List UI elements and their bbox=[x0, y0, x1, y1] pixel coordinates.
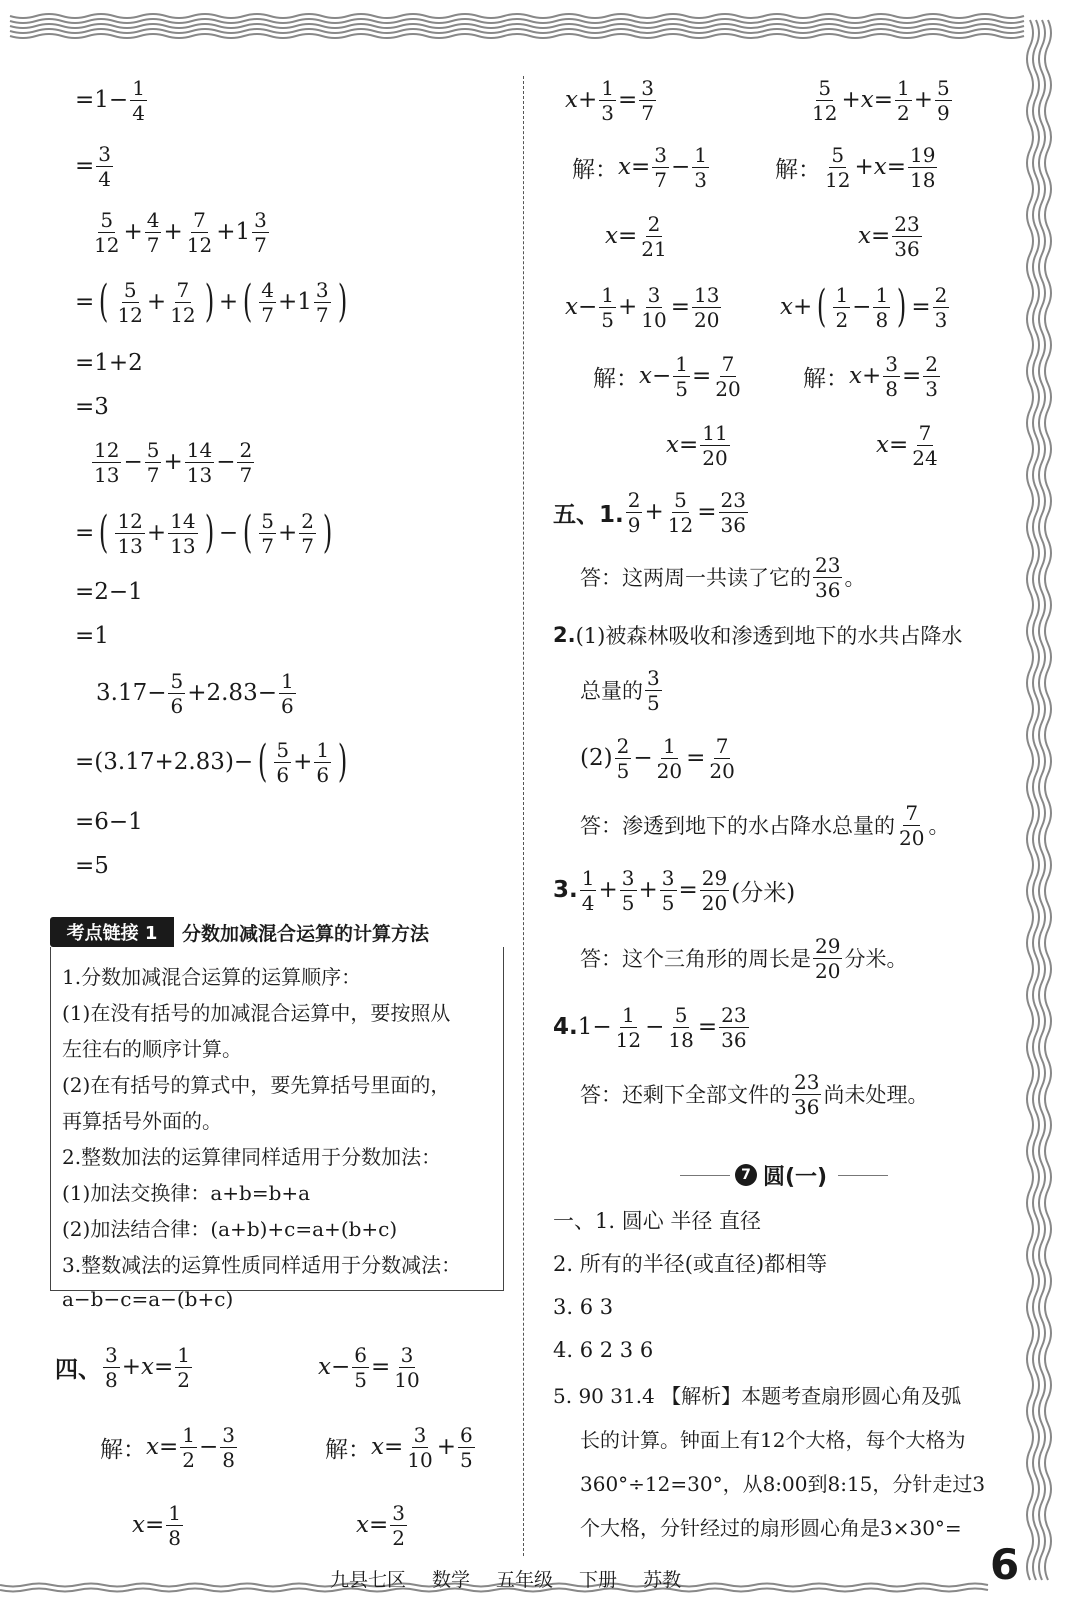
rt-eq1: x + 1 3 = 3 7 bbox=[565, 75, 655, 125]
kaodian-line: 再算括号外面的。 bbox=[62, 1108, 222, 1133]
rt-eq2-res: x = 23 36 bbox=[858, 211, 920, 261]
si-eq2-res: x = 3 2 bbox=[356, 1500, 405, 1550]
page-number: 6 bbox=[990, 1540, 1020, 1589]
wu-q1: 五、1. 2 9 + 5 12 = 23 36 bbox=[553, 487, 746, 537]
wu-q2-1b: 总量的 3 5 bbox=[580, 665, 660, 715]
footer-item: 五年级 bbox=[496, 1569, 554, 1591]
kaodian-line: (1)在没有括号的加减混合运算中，要按照从 bbox=[62, 1000, 451, 1025]
yuan-line: 长的计算。钟面上有12个大格，每个大格为 bbox=[580, 1427, 966, 1452]
left-line-7: 12 13 − 5 7 + 14 13 − 2 7 bbox=[94, 437, 253, 487]
footer-item: 下册 bbox=[579, 1569, 618, 1591]
footer-item: 数学 bbox=[432, 1569, 471, 1591]
left-line-6: =3 bbox=[75, 394, 109, 420]
left-line-14: =5 bbox=[75, 853, 109, 879]
wu-q2-1a: 2. (1)被森林吸收和渗透到地下的水共占降水 bbox=[553, 623, 963, 648]
kaodian-line: (2)加法结合律：(a+b)+c=a+(b+c) bbox=[62, 1216, 398, 1241]
section-dash-left bbox=[680, 1175, 730, 1176]
section-number-badge: 7 bbox=[735, 1164, 757, 1186]
kaodian-line: 3.整数减法的运算性质同样适用于分数减法： bbox=[62, 1252, 462, 1277]
si-eq1-jie: 解： x = 1 2 − 3 8 bbox=[100, 1422, 236, 1472]
wu-q2-2: (2) 2 5 − 1 20 = 7 20 bbox=[580, 733, 735, 783]
yuan-line: 3. 6 3 bbox=[553, 1295, 614, 1319]
left-line-3: 5 12 + 4 7 + 7 12 + 1 3 7 bbox=[94, 207, 267, 257]
wu-q4-ans: 答：还剩下全部文件的 23 36 尚未处理。 bbox=[580, 1069, 929, 1119]
footer-item: 苏教 bbox=[643, 1569, 682, 1591]
left-line-8: = ( 12 13 + 14 13 ) − ( 5 7 + 2 7 ) bbox=[75, 507, 333, 558]
si-eq1-res: x = 1 8 bbox=[132, 1500, 181, 1550]
footer bbox=[330, 1565, 681, 1592]
si-eq2: x − 6 5 = 3 10 bbox=[318, 1342, 420, 1392]
footer-item: 九县七区 bbox=[330, 1569, 407, 1591]
yuan-line: 一、1. 圆心 半径 直径 bbox=[553, 1209, 762, 1233]
si-eq1: 四、 3 8 + x = 1 2 bbox=[55, 1342, 191, 1392]
kaodian-line: (1)加法交换律：a+b=b+a bbox=[62, 1180, 311, 1205]
yuan-line: 4. 6 2 3 6 bbox=[553, 1338, 654, 1362]
left-line-2: = $\frac{3}{4}$ bbox=[75, 141, 112, 191]
column-divider bbox=[523, 76, 524, 1556]
fraction: $\frac{1}{4}$ bbox=[132, 75, 145, 125]
left-line-10: =1 bbox=[75, 623, 109, 649]
rt-eq1-res: x = 2 21 bbox=[605, 211, 667, 261]
left-line-13: =6−1 bbox=[75, 809, 143, 835]
left-line-12: =(3.17+2.83)− ( 5 6 + 1 6 ) bbox=[75, 736, 348, 787]
wu-q3: 3. 1 4 + 3 5 + 3 5 = 29 20 (分米) bbox=[553, 865, 796, 915]
rt-eq1-jie: 解： x = 3 7 − 1 3 bbox=[572, 142, 708, 192]
section-title-yuan: 7 圆(一) bbox=[735, 1157, 827, 1193]
wu-q3-ans: 答：这个三角形的周长是 29 20 分米。 bbox=[580, 933, 908, 983]
rt-eq3-res: x = 11 20 bbox=[666, 420, 728, 470]
rt-eq2-jie: 解： 5 12 + x = 19 18 bbox=[775, 142, 936, 192]
left-line-9: =2−1 bbox=[75, 579, 143, 605]
kaodian-line: a−b−c=a−(b+c) bbox=[62, 1287, 234, 1311]
yuan-line: 360°÷12=30°，从8:00到8:15，分针走过3 bbox=[580, 1471, 986, 1496]
rt-eq4: x + ( 1 2 − 1 8 ) = 2 3 bbox=[780, 281, 948, 332]
yuan-line: 2. 所有的半径(或直径)都相等 bbox=[553, 1252, 828, 1276]
rt-eq4-res: x = 7 24 bbox=[876, 420, 938, 470]
kaodian-title: 分数加减混合运算的计算方法 bbox=[182, 922, 430, 945]
rt-eq3: x − 1 5 + 3 10 = 13 20 bbox=[565, 282, 720, 332]
wu-q1-ans: 答：这两周一共读了它的 23 36 。 bbox=[580, 552, 866, 602]
rt-eq3-jie: 解： x − 1 5 = 7 20 bbox=[593, 351, 741, 401]
left-line-11: 3.17− $\frac{5}{6}$ +2.83− $\frac{1}{6}$ bbox=[96, 668, 294, 718]
rt-eq4-jie: 解： x + 3 8 = 2 3 bbox=[803, 351, 939, 401]
left-line-1: =1− $\frac{1}{4}$ bbox=[75, 75, 145, 125]
left-line-4: = ( 5 12 + 7 12 ) + ( 4 7 + 1 3 7 ) bbox=[75, 276, 347, 327]
kaodian-line: 2.整数加法的运算律同样适用于分数加法： bbox=[62, 1144, 442, 1169]
kaodian-line: 1.分数加减混合运算的运算顺序： bbox=[62, 964, 362, 989]
yuan-line: 5. 90 31.4 【解析】本题考查扇形圆心角及弧 bbox=[553, 1383, 962, 1408]
kaodian-label: 考点链接 1 bbox=[50, 917, 174, 947]
si-eq2-jie: 解： x = 3 10 + 6 5 bbox=[325, 1422, 473, 1472]
left-line-5: =1+2 bbox=[75, 350, 143, 376]
kaodian-line: 左往右的顺序计算。 bbox=[62, 1036, 242, 1061]
section-dash-right bbox=[838, 1175, 888, 1176]
yuan-line: 个大格，分针经过的扇形圆心角是3×30°= bbox=[580, 1515, 962, 1540]
rt-eq2: 5 12 + x = 1 2 + 5 9 bbox=[812, 75, 950, 125]
kaodian-line: (2)在有括号的算式中，要先算括号里面的， bbox=[62, 1072, 451, 1097]
wu-q4: 4. 1− $\frac{1}{12}$ − 5 18 = 23 36 bbox=[553, 1002, 747, 1052]
wu-q2-ans: 答：渗透到地下的水占降水总量的 7 20 。 bbox=[580, 800, 950, 850]
